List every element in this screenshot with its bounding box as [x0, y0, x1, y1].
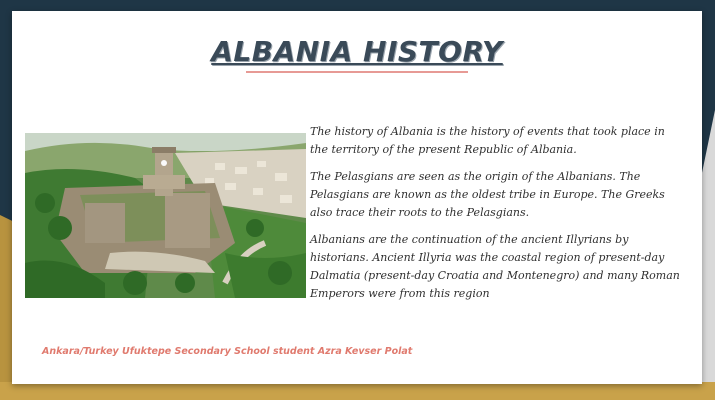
paragraph-1: The history of Albania is the history of events that took place in the territory of the present Republic of Albania.: [310, 125, 665, 156]
castle-photo: [25, 133, 306, 298]
title-underline-rule: [246, 71, 468, 73]
paragraph-3: Albanians are the continuation of the ancient Illyrians by historians. Ancient Illyria was the coastal region of present-day Dalmatia (present-day Croatia and Montenegro) and many Roman Emperors were from this region: [310, 233, 680, 300]
author-credit: Ankara/Turkey Ufuktepe Secondary School student Azra Kevser Polat: [42, 346, 413, 357]
slide-canvas: [12, 11, 702, 384]
paragraph-2: The Pelasgians are seen as the origin of the Albanians. The Pelasgians are known as the oldest tribe in Europe. The Greeks also trace their roots to the Pelasgians.: [310, 170, 665, 219]
body-text: [310, 123, 685, 312]
background-bottom-band: [0, 382, 715, 400]
castle-photo-illustration: [25, 133, 306, 298]
slide-title: ALBANIA HISTORY: [211, 35, 503, 68]
